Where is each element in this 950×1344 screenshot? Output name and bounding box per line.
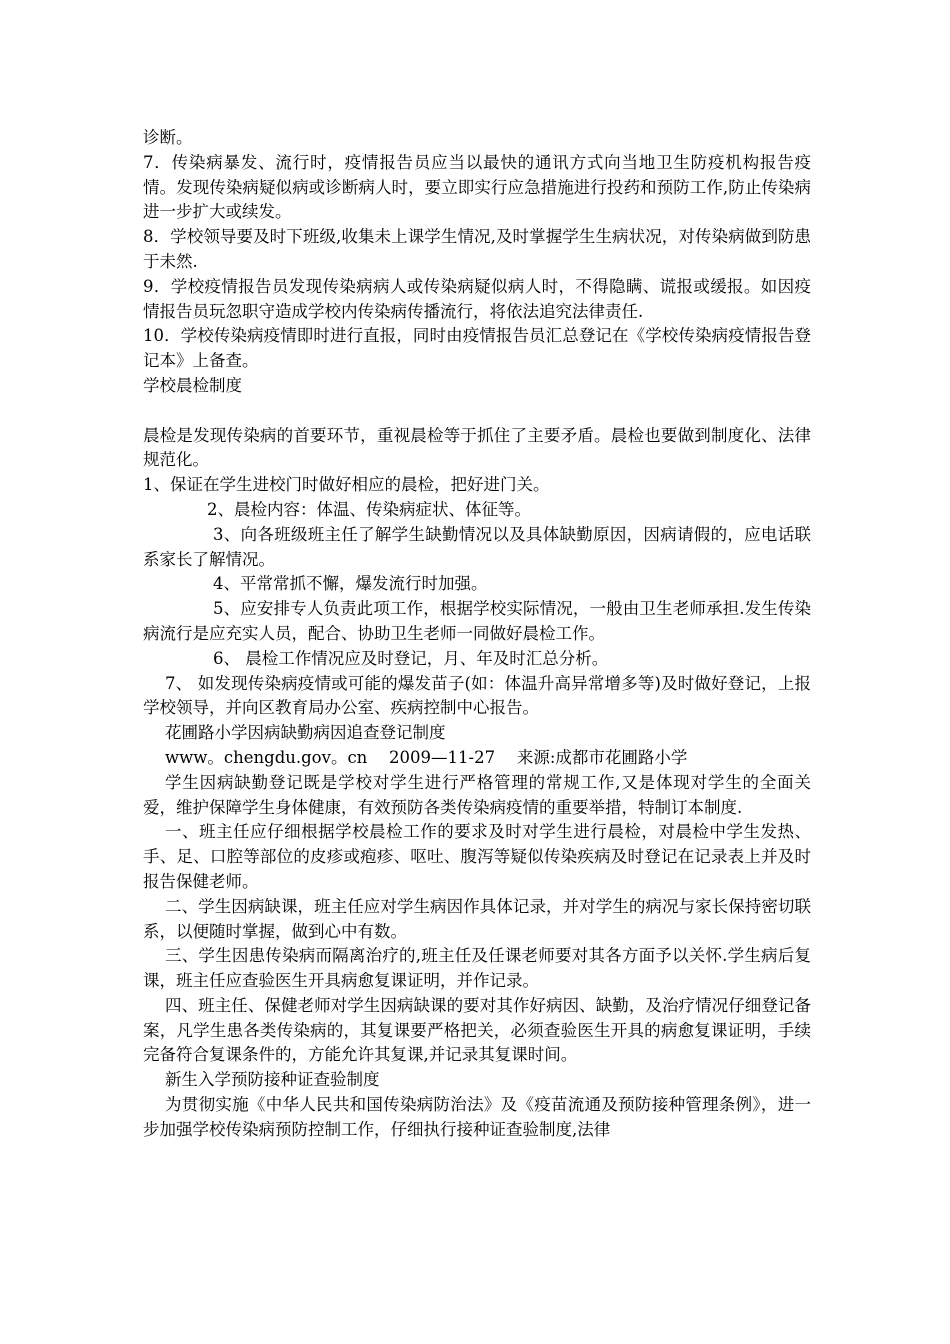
paragraph-5: 学校晨检制度 <box>143 375 242 395</box>
paragraph-17: 学生因病缺勤登记既是学校对学生进行严格管理的常规工作,又是体现对学生的全面关爱，维护保障学生身体健康，有效预防各类传染病疫情的重要举措，特制订本制度. <box>143 772 811 817</box>
paragraph-23: 为贯彻实施《中华人民共和国传染病防治法》及《疫苗流通及预防接种管理条例》，进一步加强学校传染病预防控制工作，仔细执行接种证查验制度,法律 <box>143 1095 811 1139</box>
paragraph-4: 10．学校传染病疫情即时进行直报，同时由疫情报告员汇总登记在《学校传染病疫情报告登记本》上备查。 <box>143 326 811 371</box>
paragraph-16: www。chengdu.gov。cn 2009—11-27 来源:成都市花圃路小学 <box>165 747 688 767</box>
paragraph-19: 二、学生因病缺课，班主任应对学生病因作具体记录，并对学生的病况与家长保持密切联系，以便随时掌握，做到心中有数。 <box>143 896 811 941</box>
paragraph-14: 7、 如发现传染病疫情或可能的爆发苗子(如：体温升高异常增多等)及时做好登记，上报学校领导，并向区教育局办公室、疾病控制中心报告。 <box>143 673 811 718</box>
paragraph-13: 6、 晨检工作情况应及时登记，月、年及时汇总分析。 <box>213 648 609 668</box>
paragraph-21: 四、班主任、保健老师对学生因病缺课的要对其作好病因、缺勤，及治疗情况仔细登记备案，凡学生患各类传染病的，其复课要严格把关，必须查验医生开具的病愈复课证明，手续完备符合复课条件的，方能允许其复课,并记录其复课时间。 <box>143 995 811 1065</box>
paragraph-1: 7．传染病暴发、流行时，疫情报告员应当以最快的通讯方式向当地卫生防疫机构报告疫情。发现传染病疑似病或诊断病人时，要立即实行应急措施进行投药和预防工作,防止传染病进一步扩大或续发。 <box>143 152 811 222</box>
paragraph-8: 1、保证在学生进校门时做好相应的晨检，把好进门关。 <box>143 475 550 495</box>
paragraph-12: 5、应安排专人负责此项工作，根据学校实际情况，一般由卫生老师承担.发生传染病流行是应充实人员，配合、协助卫生老师一同做好晨检工作。 <box>143 599 811 643</box>
paragraph-11: 4、平常常抓不懈，爆发流行时加强。 <box>213 574 488 594</box>
paragraph-18: 一、班主任应仔细根据学校晨检工作的要求及时对学生进行晨检，对晨检中学生发热、手、足、口腔等部位的皮疹或疱疹、呕吐、腹泻等疑似传染疾病及时登记在记录表上并及时报告保健老师。 <box>143 822 811 891</box>
paragraph-20: 三、学生因患传染病而隔离治疗的,班主任及任课老师要对其各方面予以关怀.学生病后复课，班主任应查验医生开具病愈复课证明，并作记录。 <box>143 946 811 991</box>
paragraph-2: 8．学校领导要及时下班级,收集未上课学生情况,及时掌握学生生病状况，对传染病做到防患于未然. <box>143 227 811 271</box>
paragraph-9: 2、晨检内容：体温、传染病症状、体征等。 <box>207 499 531 519</box>
paragraph-0: 诊断。 <box>143 128 193 147</box>
paragraph-10: 3、向各班级班主任了解学生缺勤情况以及具体缺勤原因，因病请假的，应电话联系家长了解情况。 <box>143 524 811 569</box>
paragraph-22: 新生入学预防接种证查验制度 <box>165 1070 380 1090</box>
document-body <box>143 126 811 1143</box>
paragraph-3: 9．学校疫情报告员发现传染病病人或传染病疑似病人时，不得隐瞒、谎报或缓报。如因疫情报告员玩忽职守造成学校内传染病传播流行，将依法追究法律责任. <box>143 276 811 321</box>
paragraph-7: 晨检是发现传染病的首要环节，重视晨检等于抓住了主要矛盾。晨检也要做到制度化、法律规范化。 <box>143 425 811 470</box>
paragraph-15: 花圃路小学因病缺勤病因追查登记制度 <box>165 723 446 743</box>
blank-line <box>143 399 811 424</box>
